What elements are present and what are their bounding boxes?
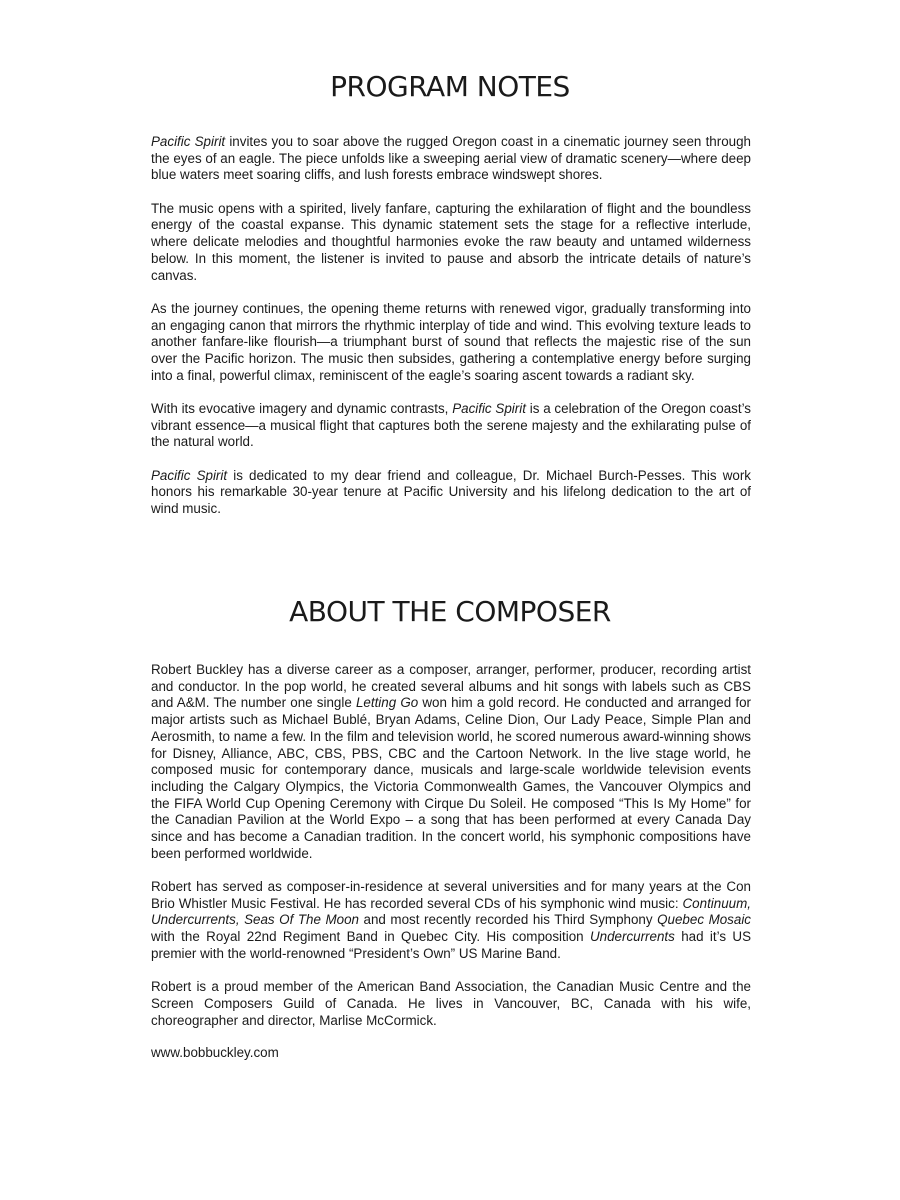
- about-composer-heading: ABOUT THE COMPOSER: [289, 595, 611, 628]
- paragraph: Robert has served as composer-in-residence at several universities and for many years at the Con Brio Whistler Music Festival. He has recorded several CDs of his symphonic wind music: Continuum, Undercurrents, Seas Of The Moon and most recently recorded his Third Symphony Quebec Mosaic with the Royal 22nd Regiment Band in Quebec City. His composition Undercurrents had it’s US premier with the world-renowned “President’s Own” US Marine Band.: [151, 879, 751, 961]
- italic-title: Continuum, Undercurrents, Seas Of The Moon: [151, 895, 751, 928]
- paragraph: Pacific Spirit is dedicated to my dear friend and colleague, Dr. Michael Burch-Pesses. This work honors his remarkable 30-year tenure at Pacific University and his lifelong dedication to the art of wind music.: [151, 467, 751, 517]
- program-notes-body: [151, 134, 751, 518]
- paragraph: Robert is a proud member of the American Band Association, the Canadian Music Centre and the Screen Composers Guild of Canada. He lives in Vancouver, BC, Canada with his wife, choreographer and director, Marlise McCormick.: [151, 979, 751, 1028]
- program-notes-heading: PROGRAM NOTES: [330, 70, 570, 103]
- paragraph: As the journey continues, the opening theme returns with renewed vigor, gradually transforming into an engaging canon that mirrors the rhythmic interplay of tide and wind. This evolving texture leads to another fanfare-like flourish—a triumphant burst of sound that reflects the majestic rise of the sun over the Pacific horizon. The music then subsides, gathering a contemplative energy before surging into a final, powerful climax, reminiscent of the eagle’s soaring ascent towards a radiant sky.: [151, 300, 751, 383]
- italic-title: Pacific Spirit: [151, 134, 226, 149]
- paragraph: The music opens with a spirited, lively fanfare, capturing the exhilaration of flight and the boundless energy of the coastal expanse. This dynamic statement sets the stage for a reflective interlude, where delicate melodies and thoughtful harmonies evoke the raw beauty and untamed wilderness below. In this moment, the listener is invited to pause and absorb the intricate details of nature’s canvas.: [151, 200, 751, 283]
- paragraph: Robert Buckley has a diverse career as a composer, arranger, performer, producer, recording artist and conductor. In the pop world, he created several albums and hit songs with labels such as CBS and A&M. The number one single Letting Go won him a gold record. He conducted and arranged for major artists such as Michael Bublé, Bryan Adams, Celine Dion, Our Lady Peace, Simple Plan and Aerosmith, to name a few. In the film and television world, he scored numerous award-winning shows for Disney, Alliance, ABC, CBS, PBS, CBC and the Cartoon Network. In the live stage world, he composed music for contemporary dance, musicals and large-scale worldwide television events including the Calgary Olympics, the Victoria Commonwealth Games, the Vancouver Olympics and the FIFA World Cup Opening Ceremony with Cirque Du Soleil. He composed “This Is My Home” for the Canadian Pavilion at the World Expo – a song that has been performed at every Canada Day since and has become a Canadian tradition. In the concert world, his symphonic compositions have been performed worldwide.: [151, 662, 751, 861]
- about-composer-body: [151, 662, 751, 1029]
- italic-title: Quebec Mosaic: [657, 912, 751, 928]
- italic-title: Pacific Spirit: [452, 400, 526, 416]
- paragraph: With its evocative imagery and dynamic contrasts, Pacific Spirit is a celebration of the Oregon coast’s vibrant essence—a musical flight that captures both the serene majesty and the exhilarating pulse of the natural world.: [151, 400, 751, 450]
- composer-website-link[interactable]: www.bobbuckley.com: [151, 1045, 279, 1060]
- italic-title: Pacific Spirit: [151, 467, 228, 483]
- italic-title: Letting Go: [355, 695, 419, 711]
- italic-title: Undercurrents: [589, 929, 675, 945]
- paragraph: Pacific Spirit invites you to soar above the rugged Oregon coast in a cinematic journey seen through the eyes of an eagle. The piece unfolds like a sweeping aerial view of dramatic scenery—where deep blue waters meet soaring cliffs, and lush forests embrace windswept shores.: [151, 134, 751, 183]
